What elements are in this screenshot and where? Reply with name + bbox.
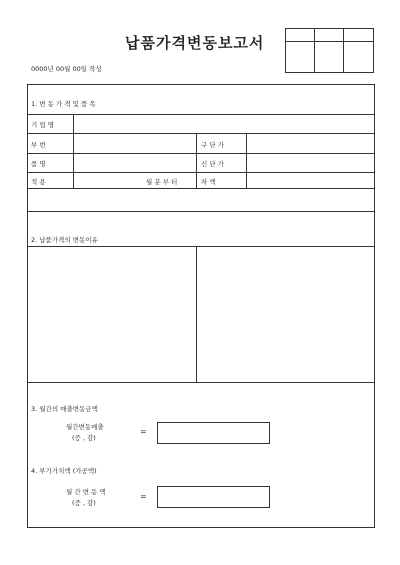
part-no-field[interactable]: [74, 134, 196, 153]
approval-cell[interactable]: [344, 42, 373, 72]
new-price-field[interactable]: [247, 154, 374, 172]
section4-heading: 4. 부가가치액 (가공액): [31, 467, 97, 475]
approval-cell[interactable]: [286, 29, 315, 42]
label-item: 품 명: [31, 160, 46, 168]
equals-sign: =: [140, 492, 147, 501]
reason-field-right[interactable]: [197, 247, 374, 382]
value-added-sublabel: (증 , 감): [72, 499, 96, 507]
approval-box: [285, 28, 374, 73]
equals-sign: =: [140, 427, 147, 436]
apply-month-field[interactable]: [74, 173, 144, 188]
value-added-input[interactable]: [157, 486, 270, 508]
label-part-no: 부 번: [31, 141, 46, 149]
approval-cell[interactable]: [315, 42, 344, 72]
reason-field-left[interactable]: [28, 247, 196, 382]
label-new-price: 신 단 가: [201, 160, 224, 168]
approval-cell[interactable]: [344, 29, 373, 42]
label-old-price: 구 단 가: [201, 141, 224, 149]
label-difference: 차 액: [201, 178, 216, 186]
difference-field[interactable]: [247, 173, 374, 188]
document-title: 납품가격변동보고서: [125, 34, 265, 52]
section3-heading: 3. 월간의 매출변동금액: [31, 405, 98, 413]
table-line: [196, 133, 197, 188]
item-field[interactable]: [74, 154, 196, 172]
approval-cell[interactable]: [286, 42, 315, 72]
monthly-sales-label: 월간변동매출: [66, 423, 104, 431]
approval-cell[interactable]: [315, 29, 344, 42]
label-apply: 적 용: [31, 178, 46, 186]
table-line: [27, 211, 375, 212]
table-line: [27, 188, 375, 189]
table-line: [27, 382, 375, 383]
section1-heading: 1. 변 동 가 격 및 품 목: [31, 100, 96, 108]
label-company: 기 업 명: [31, 121, 54, 129]
label-apply-from: 월 분 부 터: [146, 178, 178, 186]
date-line: 0000년 00월 00일 작성: [31, 65, 102, 73]
company-field[interactable]: [74, 115, 374, 133]
value-added-label: 월 간 변 동 액: [66, 488, 106, 496]
old-price-field[interactable]: [247, 134, 374, 153]
monthly-sales-input[interactable]: [157, 422, 270, 444]
section2-heading: 2. 납품가격의 변동이유: [31, 236, 98, 244]
monthly-sales-sublabel: (증 , 감): [72, 434, 96, 442]
